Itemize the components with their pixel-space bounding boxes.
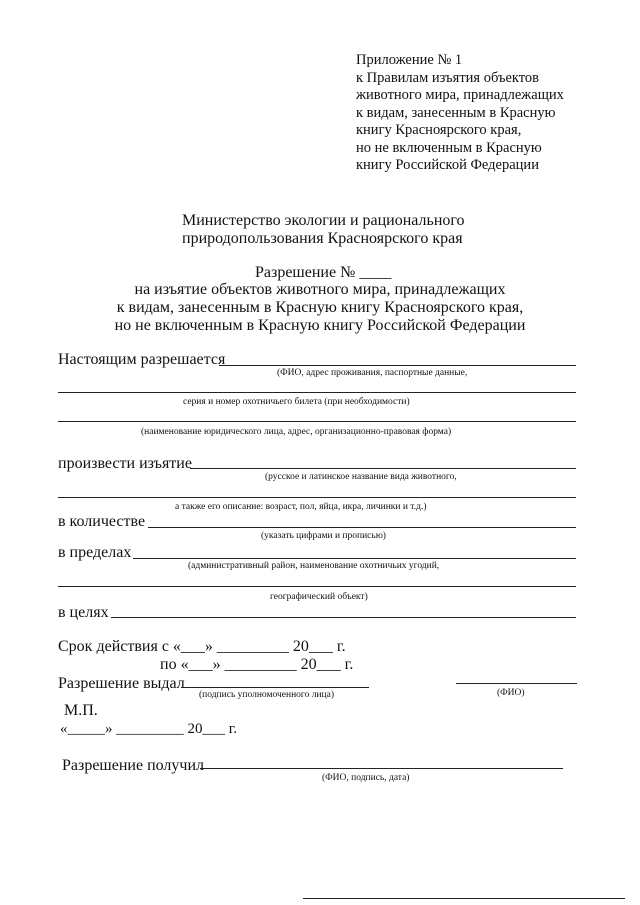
footer-rule [303, 898, 625, 899]
quantity-label: в количестве [58, 513, 146, 530]
extract-line [190, 468, 576, 469]
stamp-date: «_____» _________ 20___ г. [60, 721, 237, 737]
ministry-line: природопользования Красноярского края [182, 230, 463, 247]
permit-subtitle [100, 281, 540, 335]
purpose-line [111, 617, 576, 618]
permitted-line [219, 365, 576, 366]
purpose-label: в целях [58, 604, 109, 621]
ministry-line: Министерство экологии и рационального [182, 212, 465, 229]
quantity-line [148, 527, 576, 528]
fio-line [456, 683, 577, 684]
permit-subtitle-line: на изъятие объектов животного мира, принадлежащих [134, 281, 506, 298]
hint-quantity: (указать цифрами и прописью) [261, 531, 386, 541]
issued-label: Разрешение выдал [58, 675, 185, 692]
appendix-line: к видам, занесенным в Красную [356, 104, 556, 121]
permitted-label: Настоящим разрешается [58, 351, 226, 368]
appendix-line: животного мира, принадлежащих [356, 87, 564, 103]
signature-line [181, 687, 369, 688]
stamp-place: М.П. [64, 702, 98, 719]
hint-hunting-ticket: серия и номер охотничьего билета (при необходимости) [183, 397, 410, 407]
appendix-line: книгу Красноярского края, [356, 122, 522, 138]
validity-from: Срок действия с «___» _________ 20___ г. [58, 638, 346, 655]
ministry-name [182, 212, 465, 248]
hint-fio: (ФИО) [497, 688, 525, 698]
appendix-line: Приложение № 1 [356, 52, 463, 68]
appendix-line: но не включенным в Красную [356, 139, 542, 156]
hint-description: а также его описание: возраст, пол, яйца, икра, личинки и т.д.) [175, 502, 427, 512]
geo-line [58, 586, 576, 587]
hint-signature: (подпись уполномоченного лица) [199, 690, 335, 700]
hint-geo: географический объект) [270, 592, 368, 602]
appendix-heading [356, 52, 564, 175]
legal-entity-line [58, 421, 576, 422]
validity-to: по «___» _________ 20___ г. [160, 656, 354, 673]
permit-title: Разрешение № ____ [255, 264, 392, 281]
permit-subtitle-line: к видам, занесенным в Красную книгу Красноярского края, [116, 299, 524, 316]
within-line [133, 558, 576, 559]
permit-subtitle-line: но не включенным в Красную книгу Российской Федерации [114, 317, 526, 334]
hint-species: (русское и латинское название вида животного, [265, 472, 457, 482]
hint-received: (ФИО, подпись, дата) [322, 773, 410, 783]
description-line [58, 497, 576, 498]
hint-district: (административный район, наименование охотничьих угодий, [188, 561, 440, 571]
hint-fio-address: (ФИО, адрес проживания, паспортные данные, [277, 368, 468, 378]
extract-label: произвести изъятие [58, 455, 192, 472]
appendix-line: книгу Российской Федерации [356, 157, 539, 173]
hint-legal-entity: (наименование юридического лица, адрес, организационно-правовая форма) [141, 427, 452, 437]
received-line [200, 768, 563, 769]
appendix-line: к Правилам изъятия объектов [356, 69, 539, 86]
received-label: Разрешение получил [62, 757, 204, 774]
within-label: в пределах [58, 544, 132, 561]
hunting-ticket-line [58, 392, 576, 393]
